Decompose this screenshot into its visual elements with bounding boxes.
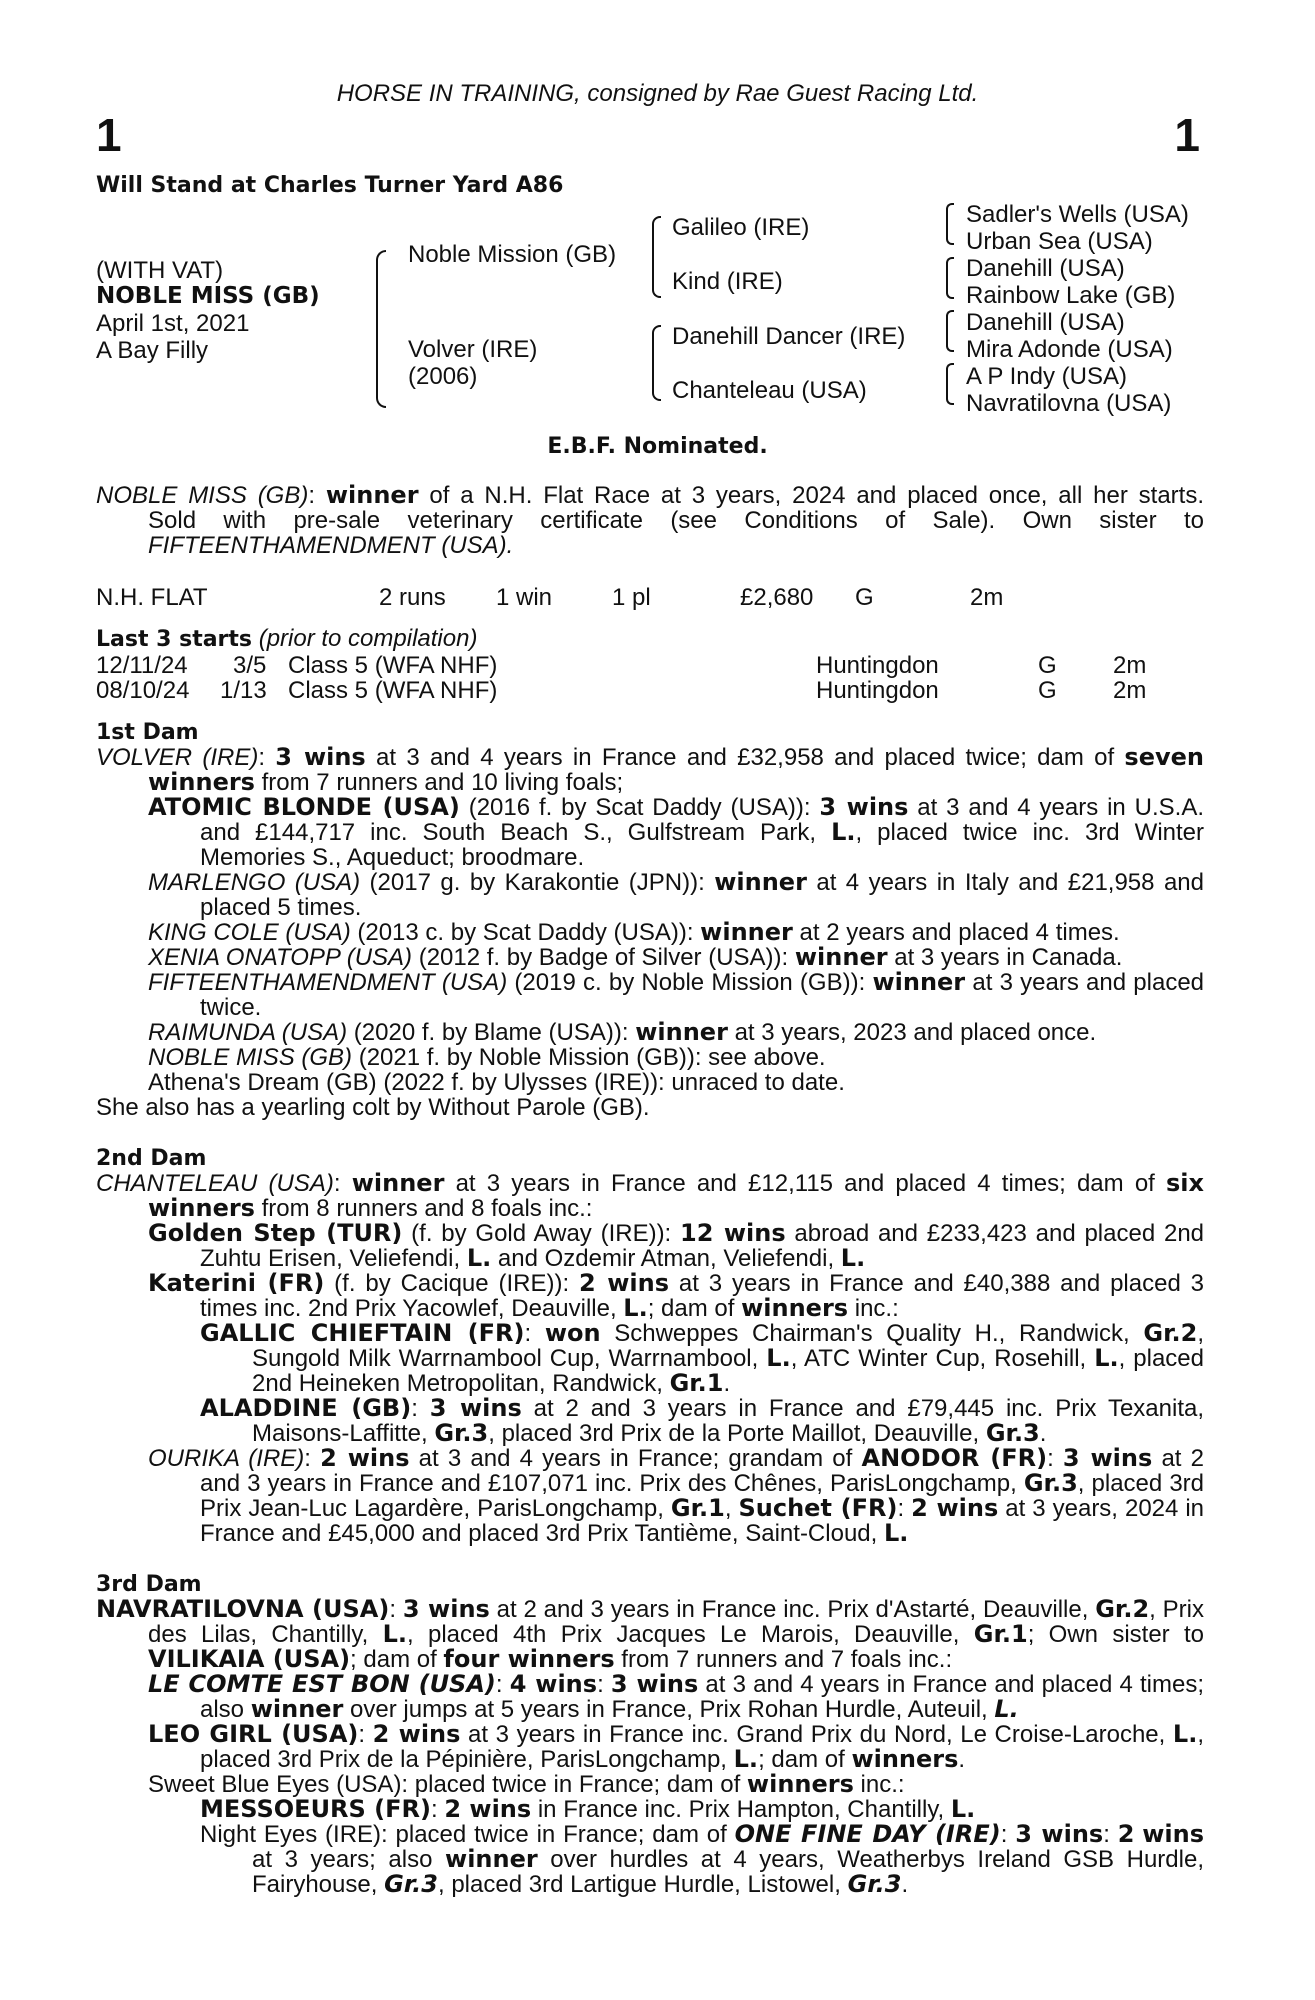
text: inc.: bbox=[848, 1295, 899, 1322]
bold-text: L. bbox=[950, 1795, 976, 1823]
text: abroad and £233,423 and placed bbox=[785, 1220, 1156, 1247]
text: : bbox=[495, 1671, 510, 1698]
third-dam-entry bbox=[96, 1597, 1204, 1672]
record-placed: 1 pl bbox=[612, 584, 651, 611]
text: at 3 and 4 years in France; grandam of bbox=[409, 1445, 862, 1472]
intro-text-1: of a N.H. Flat Race at 3 years, 2024 and placed once, all her starts. bbox=[418, 482, 1204, 509]
bold-text: 3 wins bbox=[819, 793, 909, 821]
bold-text: 3 wins bbox=[610, 1670, 699, 1698]
third-dam-heading: 3rd Dam bbox=[96, 1572, 202, 1597]
text: (2019 c. by Noble Mission (GB)): bbox=[507, 969, 873, 996]
start-2-class: Class 5 (WFA NHF) bbox=[288, 677, 498, 704]
start-1-date: 12/11/24 bbox=[96, 652, 188, 679]
start-1-distance: 2m bbox=[1113, 652, 1147, 679]
bold-text: Gr.1 bbox=[669, 1369, 724, 1397]
text: (2017 g. by Karakontie (JPN)): bbox=[360, 869, 715, 896]
stand-location: Will Stand at Charles Turner Yard A86 bbox=[96, 173, 564, 198]
bold-italic-text: ONE FINE DAY (IRE) bbox=[734, 1820, 1001, 1848]
start-2-course: Huntingdon bbox=[816, 677, 939, 704]
intro-text-2: Sold with pre-sale veterinary certificate (see Conditions of Sale). Own sister to bbox=[148, 507, 1204, 534]
bold-italic-text: L. bbox=[994, 1695, 1019, 1723]
bold-italic-text: LE COMTE EST BON (USA) bbox=[148, 1670, 496, 1698]
text: placed twice. bbox=[200, 969, 1205, 1021]
bold-text: 12 wins bbox=[680, 1219, 786, 1247]
produce-sweet-blue-eyes bbox=[96, 1772, 1204, 1797]
text: at 3 years, 2023 and placed once. bbox=[727, 1019, 1097, 1046]
text: She also has a yearling colt by Without Parole (GB). bbox=[96, 1094, 650, 1121]
text: at 2 and 3 years in France inc. Prix d'Astarté, Deauville, bbox=[489, 1596, 1089, 1623]
text: , bbox=[724, 1495, 739, 1522]
italic-text: MARLENGO (USA) bbox=[148, 869, 361, 896]
text: in France inc. Prix Hampton, Chantilly, bbox=[531, 1796, 951, 1823]
produce-aladdine bbox=[96, 1396, 1204, 1446]
text: 2nd Zuhtu Erisen, Veliefendi, bbox=[200, 1220, 1205, 1272]
text: Laroche, bbox=[1071, 1721, 1173, 1748]
bold-text: NAVRATILOVNA (USA) bbox=[96, 1595, 390, 1623]
text: : bbox=[1000, 1821, 1016, 1848]
bold-text: winner bbox=[700, 918, 793, 946]
intro-horse-name: NOBLE MISS (GB) bbox=[96, 482, 309, 509]
text: Maisons-Laffitte, bbox=[252, 1420, 435, 1447]
italic-text: RAIMUNDA (USA) bbox=[148, 1019, 348, 1046]
intro-block bbox=[96, 483, 1204, 558]
record-going: G bbox=[855, 584, 874, 611]
text: . bbox=[723, 1370, 731, 1397]
bold-text: L. bbox=[382, 1620, 408, 1648]
bold-text: L. bbox=[883, 1519, 909, 1547]
italic-text: FIFTEENTHAMENDMENT (USA) bbox=[148, 969, 508, 996]
bold-text: winner bbox=[250, 1695, 344, 1723]
bold-italic-text: Gr.3 bbox=[384, 1870, 438, 1898]
bold-text: ANODOR (FR) bbox=[861, 1444, 1048, 1472]
text: placed 2nd Heineken Metropolitan, Randwick, bbox=[252, 1345, 1205, 1397]
text: , placed 3rd Lartigue Hurdle, Listowel, bbox=[438, 1871, 848, 1898]
pedigree-dam: Volver (IRE) bbox=[408, 336, 538, 363]
pedigree-ggs-7: A P Indy (USA) bbox=[966, 363, 1127, 390]
foaling-date: April 1st, 2021 bbox=[96, 310, 250, 337]
text: , placed twice inc. 3rd bbox=[855, 819, 1120, 846]
text: (2020 f. by Blame (USA)): bbox=[347, 1019, 636, 1046]
text: at 2 years and placed 4 times. bbox=[792, 919, 1120, 946]
text: (f. by Cacique (IRE)): bbox=[324, 1270, 579, 1297]
text: : bbox=[597, 1671, 611, 1698]
text: (2021 f. by Noble Mission (GB)): see above. bbox=[352, 1044, 826, 1071]
bold-text: 2 bbox=[1117, 1820, 1135, 1848]
text: from 7 runners and 7 foals inc.: bbox=[614, 1646, 953, 1673]
produce-raimunda bbox=[96, 1020, 1204, 1045]
text: (2013 c. by Scat Daddy (USA)): bbox=[350, 919, 701, 946]
produce-le-comte-est-bon bbox=[96, 1672, 1204, 1722]
bold-text: winners bbox=[746, 1770, 854, 1798]
text: Winter Memories S., Aqueduct; broodmare. bbox=[200, 819, 1205, 871]
last-starts-note: (prior to compilation) bbox=[258, 625, 478, 652]
start-2-date: 08/10/24 bbox=[96, 677, 190, 704]
text: inc.: bbox=[853, 1771, 905, 1798]
text: , Prix des Lilas, Chantilly, bbox=[148, 1596, 1204, 1648]
text: over hurdles at 4 years, Weatherbys Ireland GSB bbox=[537, 1846, 1115, 1873]
bold-text: 2 wins bbox=[320, 1444, 410, 1472]
start-1-going: G bbox=[1038, 652, 1057, 679]
horse-description: A Bay Filly bbox=[96, 337, 209, 364]
bold-text: ALADDINE (GB) bbox=[200, 1394, 412, 1422]
bold-text: GALLIC CHIEFTAIN (FR) bbox=[200, 1319, 525, 1347]
text: ; dam of bbox=[350, 1646, 444, 1673]
text: Hurdle, Fairyhouse, bbox=[252, 1846, 1204, 1898]
text: : bbox=[358, 1721, 373, 1748]
produce-golden-step bbox=[96, 1221, 1204, 1271]
bold-text: six bbox=[1166, 1169, 1204, 1197]
bold-text: 2 wins bbox=[911, 1494, 999, 1522]
pedigree-ggs-5: Danehill (USA) bbox=[966, 309, 1125, 336]
text: at 3 years in France and £12,115 and placed 4 times; dam of bbox=[444, 1170, 1166, 1197]
bold-text: winners bbox=[851, 1745, 959, 1773]
record-runs: 2 runs bbox=[379, 584, 446, 611]
pedigree-ggs-8: Navratilovna (USA) bbox=[966, 390, 1172, 417]
text: at 3 years in France and £40,388 and placed 3 bbox=[669, 1270, 1205, 1297]
lot-number-left: 1 bbox=[96, 109, 122, 161]
pedigree-brace-gs1 bbox=[946, 203, 954, 245]
produce-king-cole bbox=[96, 920, 1204, 945]
record-type: N.H. FLAT bbox=[96, 584, 208, 611]
start-2-going: G bbox=[1038, 677, 1057, 704]
text: : bbox=[258, 744, 276, 771]
produce-ourika bbox=[96, 1446, 1204, 1546]
text: (2012 f. by Badge of Silver (USA)): bbox=[412, 944, 795, 971]
last-starts-title: Last 3 starts bbox=[96, 627, 253, 652]
produce-noble-miss bbox=[96, 1045, 1204, 1070]
dam-chanteleau: CHANTELEAU (USA) bbox=[96, 1170, 334, 1197]
bold-text: 3 wins bbox=[402, 1595, 490, 1623]
bold-text: L. bbox=[1094, 1344, 1119, 1372]
italic-text: OURIKA (IRE) bbox=[148, 1445, 305, 1472]
text: at bbox=[998, 1495, 1026, 1522]
text: : bbox=[411, 1395, 430, 1422]
start-1-course: Huntingdon bbox=[816, 652, 939, 679]
text: over jumps at 5 years in France, Prix Rohan Hurdle, Auteuil, bbox=[343, 1696, 995, 1723]
bold-text: 2 wins bbox=[444, 1795, 532, 1823]
second-dam-entry bbox=[96, 1171, 1204, 1221]
text: : bbox=[389, 1596, 403, 1623]
text: at 3 years; also bbox=[252, 1846, 446, 1873]
pedigree-grandsire-4: Chanteleau (USA) bbox=[672, 377, 867, 404]
text: times; also bbox=[200, 1671, 1205, 1723]
bold-text: Suchet (FR) bbox=[738, 1494, 898, 1522]
produce-marlengo bbox=[96, 870, 1204, 920]
intro-sister-name: FIFTEENTHAMENDMENT (USA). bbox=[148, 532, 514, 559]
text: , ATC Winter Cup, Rosehill, bbox=[790, 1345, 1095, 1372]
produce-leo-girl bbox=[96, 1722, 1204, 1772]
text: Sweet Blue Eyes (USA): placed twice in France; dam of bbox=[148, 1771, 747, 1798]
yearling-note bbox=[96, 1095, 1204, 1120]
bold-text: won bbox=[544, 1319, 601, 1347]
text: : bbox=[431, 1796, 445, 1823]
text: Sungold Milk Warrnambool Cup, Warrnambool, bbox=[252, 1345, 767, 1372]
text: from 8 runners and 8 foals inc.: bbox=[254, 1195, 593, 1222]
bold-text: winner bbox=[714, 868, 807, 896]
text: : bbox=[1103, 1821, 1118, 1848]
bold-text: L. bbox=[623, 1294, 648, 1322]
bold-text: four winners bbox=[443, 1645, 615, 1673]
produce-fifteenthamendment bbox=[96, 970, 1204, 1020]
bold-text: winner bbox=[635, 1018, 728, 1046]
vat-note: (WITH VAT) bbox=[96, 257, 224, 284]
text: ; dam of bbox=[758, 1746, 852, 1773]
bold-text: 3 wins bbox=[1062, 1444, 1153, 1472]
bold-text: winner bbox=[351, 1169, 445, 1197]
text: . bbox=[1039, 1420, 1047, 1447]
text: and placed 5 times. bbox=[200, 869, 1204, 921]
horse-name: NOBLE MISS (GB) bbox=[96, 283, 320, 309]
text: at 3 and 4 years in France and placed 4 bbox=[698, 1671, 1133, 1698]
bold-text: winners bbox=[741, 1294, 849, 1322]
text: : bbox=[1047, 1445, 1063, 1472]
record-prize-money: £2,680 bbox=[740, 584, 814, 611]
pedigree-brace-dam bbox=[652, 325, 661, 401]
bold-text: L. bbox=[766, 1344, 791, 1372]
italic-text: XENIA ONATOPP (USA) bbox=[148, 944, 413, 971]
bold-text: Gr.1 bbox=[973, 1620, 1028, 1648]
text: Schweppes Chairman's Quality H., Randwick, bbox=[600, 1320, 1144, 1347]
produce-messoeurs bbox=[96, 1797, 1204, 1822]
produce-atomic-blonde bbox=[96, 795, 1204, 870]
start-2-position: 1/13 bbox=[220, 677, 267, 704]
bold-text: L. bbox=[466, 1244, 492, 1272]
text: placed 3rd Prix Jean-Luc Lagardère, ParisLongchamp, bbox=[200, 1470, 1205, 1522]
text: times inc. 2nd Prix Yacowlef, Deauville, bbox=[200, 1295, 624, 1322]
bold-text: wins bbox=[1142, 1820, 1204, 1848]
start-1-class: Class 5 (WFA NHF) bbox=[288, 652, 498, 679]
bold-text: 3 wins bbox=[429, 1394, 522, 1422]
bold-text: LEO GIRL (USA) bbox=[148, 1720, 359, 1748]
bold-text: Gr.2 bbox=[1095, 1595, 1150, 1623]
text: Athena's Dream (GB) (2022 f. by Ulysses (IRE)): unraced to date. bbox=[148, 1069, 845, 1096]
text: at 4 years in Italy and £21,958 bbox=[806, 869, 1155, 896]
produce-gallic-chieftain bbox=[96, 1321, 1204, 1396]
produce-athenas-dream bbox=[96, 1070, 1204, 1095]
text: . bbox=[958, 1746, 966, 1773]
text: 2 and 3 years in France and £107,071 inc. Prix des Chênes, ParisLongchamp, bbox=[200, 1445, 1205, 1497]
bold-text: Gr.3 bbox=[985, 1419, 1040, 1447]
pedigree-brace-main bbox=[376, 250, 386, 408]
text: , bbox=[1077, 1470, 1085, 1497]
pedigree-brace-sire bbox=[652, 216, 661, 298]
bold-italic-text: Gr.3 bbox=[847, 1870, 902, 1898]
start-2-distance: 2m bbox=[1113, 677, 1147, 704]
bold-text: seven bbox=[1124, 743, 1204, 771]
pedigree-grandsire-2: Kind (IRE) bbox=[672, 268, 783, 295]
text: sister to bbox=[1112, 1621, 1204, 1648]
bold-text: 4 wins bbox=[509, 1670, 598, 1698]
text: at 3 and 4 years in France and £32,958 and placed twice; dam of bbox=[365, 744, 1125, 771]
intro-line: NOBLE MISS (GB): winner of a N.H. Flat Race at 3 years, 2024 and placed once, all her starts. bbox=[96, 481, 1204, 509]
dam-sections bbox=[96, 720, 1204, 1897]
bold-text: L. bbox=[733, 1745, 759, 1773]
first-dam-entry bbox=[96, 745, 1204, 795]
text: from 7 runners and 10 living foals; bbox=[254, 769, 624, 796]
pedigree-ggs-3: Danehill (USA) bbox=[966, 255, 1125, 282]
second-dam-heading: 2nd Dam bbox=[96, 1146, 207, 1171]
bold-text: L. bbox=[840, 1244, 866, 1272]
produce-night-eyes bbox=[96, 1822, 1204, 1897]
pedigree-dam-year: (2006) bbox=[408, 363, 478, 390]
bold-text: L. bbox=[831, 818, 856, 846]
text: at 3 years in Canada. bbox=[887, 944, 1123, 971]
bold-text: Gr.2 bbox=[1143, 1319, 1198, 1347]
bold-text: winner bbox=[872, 968, 966, 996]
text: at 3 years and bbox=[965, 969, 1127, 996]
text: at 3 years in France inc. Grand Prix du Nord, Le Croise- bbox=[460, 1721, 1072, 1748]
pedigree-ggs-4: Rainbow Lake (GB) bbox=[966, 282, 1176, 309]
text: Night Eyes (IRE): placed twice in France; dam of bbox=[200, 1821, 735, 1848]
ebf-nominated: E.B.F. Nominated. bbox=[547, 434, 768, 459]
text: , placed 3rd Prix de la Porte Maillot, Deauville, bbox=[488, 1420, 986, 1447]
bold-text: winners bbox=[148, 1194, 255, 1222]
consignment-header: HORSE IN TRAINING, consigned by Rae Guest Racing Ltd. bbox=[336, 80, 979, 107]
pedigree-grandsire-1: Galileo (IRE) bbox=[672, 214, 810, 241]
bold-text: 2 wins bbox=[579, 1269, 670, 1297]
text: and Ozdemir Atman, Veliefendi, bbox=[491, 1245, 841, 1272]
produce-xenia-onatopp bbox=[96, 945, 1204, 970]
text: (2016 f. by Scat Daddy (USA)): bbox=[459, 794, 820, 821]
intro-sister-line bbox=[96, 533, 1204, 558]
italic-text: NOBLE MISS (GB) bbox=[148, 1044, 353, 1071]
text: at 3 and 4 years in bbox=[908, 794, 1126, 821]
lot-number-right: 1 bbox=[1174, 109, 1200, 161]
pedigree-ggs-6: Mira Adonde (USA) bbox=[966, 336, 1173, 363]
bold-text: Gr.1 bbox=[670, 1494, 725, 1522]
produce-katerini bbox=[96, 1271, 1204, 1321]
pedigree-ggs-1: Sadler's Wells (USA) bbox=[966, 201, 1189, 228]
italic-text: KING COLE (USA) bbox=[148, 919, 351, 946]
bold-text: 3 wins bbox=[1015, 1820, 1104, 1848]
text: : bbox=[524, 1320, 545, 1347]
text: at bbox=[1152, 1445, 1182, 1472]
bold-text: 3 wins bbox=[275, 743, 366, 771]
bold-text: Katerini (FR) bbox=[148, 1269, 325, 1297]
pedigree-ggs-2: Urban Sea (USA) bbox=[966, 228, 1153, 255]
pedigree-grandsire-3: Danehill Dancer (IRE) bbox=[672, 323, 906, 350]
text: U.S.A. and £144,717 inc. South Beach S., Gulfstream Park, bbox=[200, 794, 1204, 846]
bold-text: winner bbox=[794, 943, 888, 971]
bold-text: Gr.3 bbox=[1023, 1469, 1078, 1497]
bold-text: VILIKAIA (USA) bbox=[148, 1645, 351, 1673]
pedigree-sire: Noble Mission (GB) bbox=[408, 241, 617, 268]
text: at 2 and 3 years in France and £79,445 inc. Prix Texanita, bbox=[521, 1395, 1205, 1422]
bold-text: 2 wins bbox=[372, 1720, 461, 1748]
bold-text: Golden Step (TUR) bbox=[148, 1219, 403, 1247]
pedigree-brace-gs3 bbox=[946, 310, 954, 352]
pedigree-brace-gs2 bbox=[946, 257, 954, 299]
intro-sold-line bbox=[96, 508, 1204, 533]
text: (f. by Gold Away (IRE)): bbox=[402, 1220, 681, 1247]
intro-winner: winner bbox=[325, 481, 419, 509]
text: 3 years, 2024 in France and £45,000 and placed 3rd Prix Tantième, Saint-Cloud, bbox=[200, 1495, 1205, 1547]
text: , bbox=[1118, 1345, 1126, 1372]
bold-text: winners bbox=[148, 768, 255, 796]
text: ; Own bbox=[1027, 1621, 1099, 1648]
bold-text: L. bbox=[1172, 1720, 1198, 1748]
pedigree-brace-gs4 bbox=[946, 363, 954, 405]
bold-text: winner bbox=[445, 1845, 538, 1873]
text: , placed 3rd Prix de la Pépinière, ParisLongchamp, bbox=[200, 1721, 1205, 1773]
bold-text: ATOMIC BLONDE (USA) bbox=[148, 793, 460, 821]
first-dam-heading: 1st Dam bbox=[96, 720, 199, 745]
text: : bbox=[333, 1170, 352, 1197]
start-1-position: 3/5 bbox=[233, 652, 267, 679]
text: : bbox=[897, 1495, 912, 1522]
last-starts-heading bbox=[96, 625, 477, 653]
text: . bbox=[901, 1871, 909, 1898]
text: : bbox=[304, 1445, 321, 1472]
record-distance: 2m bbox=[970, 584, 1004, 611]
bold-text: Gr.3 bbox=[434, 1419, 489, 1447]
text: , placed 4th Prix Jacques Le Marois, Deauville, bbox=[407, 1621, 974, 1648]
text: ; dam of bbox=[647, 1295, 742, 1322]
text: , bbox=[1197, 1320, 1204, 1347]
dam-volver: VOLVER (IRE) bbox=[96, 744, 259, 771]
bold-text: MESSOEURS (FR) bbox=[200, 1795, 431, 1823]
record-wins: 1 win bbox=[496, 584, 553, 611]
